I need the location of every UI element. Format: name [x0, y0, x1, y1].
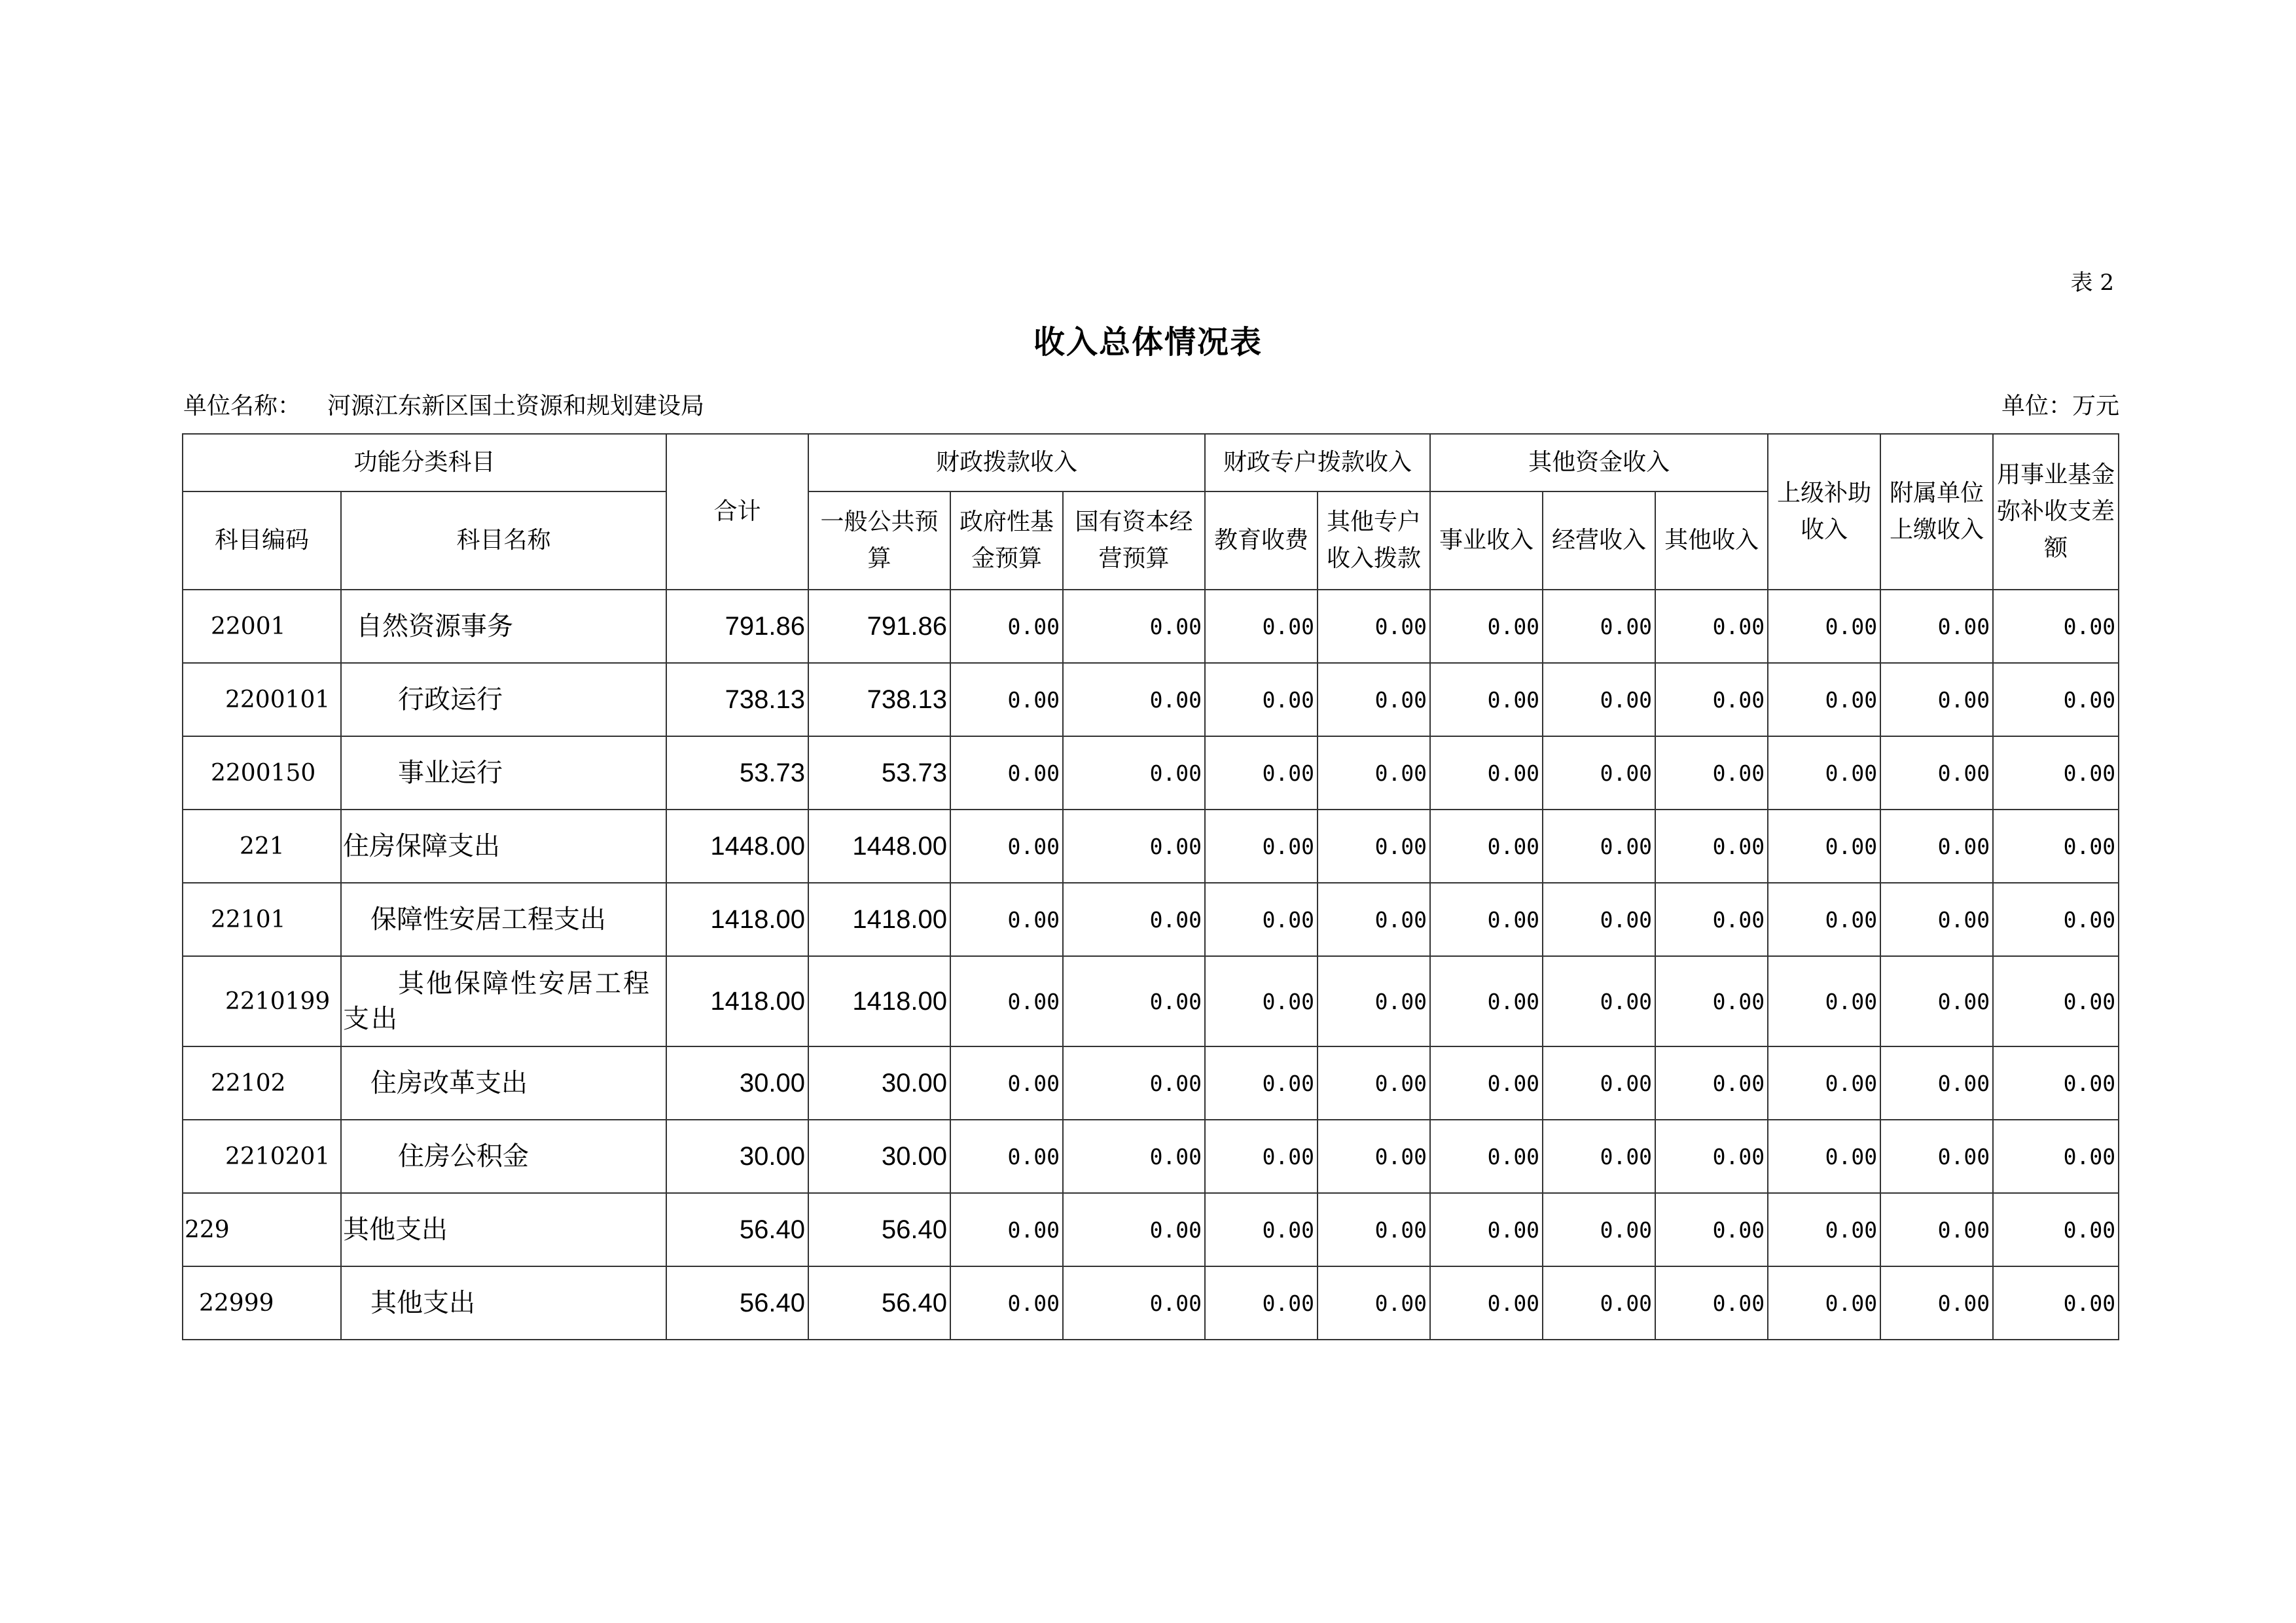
fund-offset-amount: 0.00 — [1993, 663, 2119, 736]
operating-income-amount: 0.00 — [1543, 736, 1655, 810]
operating-income-amount: 0.00 — [1543, 956, 1655, 1046]
table-row — [183, 810, 2119, 883]
table-row — [183, 1193, 2119, 1266]
unit-name-label: 单位名称： — [183, 393, 302, 419]
superior-subsidy-amount: 0.00 — [1768, 663, 1880, 736]
other-income-amount: 0.00 — [1655, 956, 1768, 1046]
subject-code: 229 — [183, 1193, 341, 1266]
header-business-income: 事业收入 — [1430, 491, 1543, 590]
state-capital-amount: 0.00 — [1063, 1266, 1205, 1340]
fund-offset-amount: 0.00 — [1993, 736, 2119, 810]
superior-subsidy-amount: 0.00 — [1768, 1046, 1880, 1120]
general-budget-amount: 738.13 — [808, 663, 950, 736]
fund-offset-amount: 0.00 — [1993, 810, 2119, 883]
header-fund-offset: 用事业基金弥补收支差额 — [1993, 434, 2119, 590]
header-total: 合计 — [666, 434, 808, 590]
total-amount: 30.00 — [666, 1120, 808, 1193]
subject-name: 住房改革支出 — [341, 1046, 666, 1120]
state-capital-amount: 0.00 — [1063, 590, 1205, 663]
other-income-amount: 0.00 — [1655, 810, 1768, 883]
subject-code: 22102 — [183, 1046, 341, 1120]
total-amount: 56.40 — [666, 1266, 808, 1340]
subject-code: 22101 — [183, 883, 341, 956]
subject-code: 2200150 — [183, 736, 341, 810]
total-amount: 1418.00 — [666, 883, 808, 956]
total-amount: 791.86 — [666, 590, 808, 663]
gov-fund-amount: 0.00 — [950, 590, 1063, 663]
other-income-amount: 0.00 — [1655, 1046, 1768, 1120]
header-fiscal-allocation: 财政拨款收入 — [808, 434, 1205, 491]
other-special-amount: 0.00 — [1318, 1120, 1430, 1193]
state-capital-amount: 0.00 — [1063, 736, 1205, 810]
superior-subsidy-amount: 0.00 — [1768, 736, 1880, 810]
state-capital-amount: 0.00 — [1063, 810, 1205, 883]
table-row — [183, 1266, 2119, 1340]
header-operating-income: 经营收入 — [1543, 491, 1655, 590]
header-superior-subsidy: 上级补助收入 — [1768, 434, 1880, 590]
gov-fund-amount: 0.00 — [950, 883, 1063, 956]
header-other-income: 其他收入 — [1655, 491, 1768, 590]
education-fee-amount: 0.00 — [1205, 883, 1318, 956]
operating-income-amount: 0.00 — [1543, 590, 1655, 663]
header-subject-name: 科目名称 — [341, 491, 666, 590]
unit-name-value: 河源江东新区国土资源和规划建设局 — [327, 393, 705, 419]
header-gov-fund-budget: 政府性基金预算 — [950, 491, 1063, 590]
other-special-amount: 0.00 — [1318, 956, 1430, 1046]
superior-subsidy-amount: 0.00 — [1768, 883, 1880, 956]
superior-subsidy-amount: 0.00 — [1768, 956, 1880, 1046]
total-amount: 738.13 — [666, 663, 808, 736]
state-capital-amount: 0.00 — [1063, 956, 1205, 1046]
subject-name: 自然资源事务 — [341, 590, 666, 663]
total-amount: 1418.00 — [666, 956, 808, 1046]
state-capital-amount: 0.00 — [1063, 1046, 1205, 1120]
total-amount: 56.40 — [666, 1193, 808, 1266]
general-budget-amount: 56.40 — [808, 1193, 950, 1266]
header-function-class: 功能分类科目 — [183, 434, 666, 491]
header-fiscal-special-account: 财政专户拨款收入 — [1205, 434, 1430, 491]
subject-name: 住房公积金 — [341, 1120, 666, 1193]
gov-fund-amount: 0.00 — [950, 1266, 1063, 1340]
operating-income-amount: 0.00 — [1543, 810, 1655, 883]
general-budget-amount: 56.40 — [808, 1266, 950, 1340]
gov-fund-amount: 0.00 — [950, 736, 1063, 810]
total-amount: 30.00 — [666, 1046, 808, 1120]
operating-income-amount: 0.00 — [1543, 1266, 1655, 1340]
fund-offset-amount: 0.00 — [1993, 1120, 2119, 1193]
affiliate-remittance-amount: 0.00 — [1880, 1046, 1993, 1120]
fund-offset-amount: 0.00 — [1993, 1046, 2119, 1120]
other-special-amount: 0.00 — [1318, 883, 1430, 956]
business-income-amount: 0.00 — [1430, 1046, 1543, 1120]
header-general-budget: 一般公共预算 — [808, 491, 950, 590]
other-income-amount: 0.00 — [1655, 1120, 1768, 1193]
operating-income-amount: 0.00 — [1543, 1120, 1655, 1193]
superior-subsidy-amount: 0.00 — [1768, 1120, 1880, 1193]
subject-name: 行政运行 — [341, 663, 666, 736]
subject-code: 2200101 — [183, 663, 341, 736]
subject-code: 22001 — [183, 590, 341, 663]
header-other-funds: 其他资金收入 — [1430, 434, 1768, 491]
fund-offset-amount: 0.00 — [1993, 590, 2119, 663]
subject-name: 保障性安居工程支出 — [341, 883, 666, 956]
gov-fund-amount: 0.00 — [950, 663, 1063, 736]
subject-name: 住房保障支出 — [341, 810, 666, 883]
table-row — [183, 590, 2119, 663]
general-budget-amount: 1448.00 — [808, 810, 950, 883]
education-fee-amount: 0.00 — [1205, 590, 1318, 663]
affiliate-remittance-amount: 0.00 — [1880, 956, 1993, 1046]
table-row — [183, 883, 2119, 956]
other-special-amount: 0.00 — [1318, 590, 1430, 663]
operating-income-amount: 0.00 — [1543, 663, 1655, 736]
affiliate-remittance-amount: 0.00 — [1880, 590, 1993, 663]
gov-fund-amount: 0.00 — [950, 810, 1063, 883]
header-education-fee: 教育收费 — [1205, 491, 1318, 590]
business-income-amount: 0.00 — [1430, 663, 1543, 736]
operating-income-amount: 0.00 — [1543, 883, 1655, 956]
other-income-amount: 0.00 — [1655, 1266, 1768, 1340]
business-income-amount: 0.00 — [1430, 810, 1543, 883]
gov-fund-amount: 0.00 — [950, 956, 1063, 1046]
subject-code: 2210201 — [183, 1120, 341, 1193]
subject-name: 其他支出 — [341, 1266, 666, 1340]
education-fee-amount: 0.00 — [1205, 956, 1318, 1046]
other-income-amount: 0.00 — [1655, 1193, 1768, 1266]
header-subject-code: 科目编码 — [183, 491, 341, 590]
other-income-amount: 0.00 — [1655, 883, 1768, 956]
education-fee-amount: 0.00 — [1205, 1046, 1318, 1120]
education-fee-amount: 0.00 — [1205, 1120, 1318, 1193]
state-capital-amount: 0.00 — [1063, 883, 1205, 956]
other-special-amount: 0.00 — [1318, 1266, 1430, 1340]
affiliate-remittance-amount: 0.00 — [1880, 1193, 1993, 1266]
business-income-amount: 0.00 — [1430, 590, 1543, 663]
business-income-amount: 0.00 — [1430, 736, 1543, 810]
subject-code: 221 — [183, 810, 341, 883]
other-special-amount: 0.00 — [1318, 810, 1430, 883]
table-row — [183, 1120, 2119, 1193]
state-capital-amount: 0.00 — [1063, 663, 1205, 736]
table-row — [183, 1046, 2119, 1120]
unit-name-line — [183, 387, 704, 421]
other-income-amount: 0.00 — [1655, 590, 1768, 663]
table-row — [183, 956, 2119, 1046]
affiliate-remittance-amount: 0.00 — [1880, 736, 1993, 810]
affiliate-remittance-amount: 0.00 — [1880, 883, 1993, 956]
header-state-capital-budget: 国有资本经营预算 — [1063, 491, 1205, 590]
table-row — [183, 736, 2119, 810]
income-summary-table — [182, 433, 2119, 1340]
total-amount: 53.73 — [666, 736, 808, 810]
operating-income-amount: 0.00 — [1543, 1046, 1655, 1120]
table-row — [183, 663, 2119, 736]
subject-name: 其他保障性安居工程支出 — [341, 956, 666, 1046]
superior-subsidy-amount: 0.00 — [1768, 810, 1880, 883]
superior-subsidy-amount: 0.00 — [1768, 590, 1880, 663]
other-income-amount: 0.00 — [1655, 736, 1768, 810]
gov-fund-amount: 0.00 — [950, 1046, 1063, 1120]
business-income-amount: 0.00 — [1430, 883, 1543, 956]
table-number-label: 表 2 — [2070, 270, 2114, 296]
operating-income-amount: 0.00 — [1543, 1193, 1655, 1266]
other-special-amount: 0.00 — [1318, 1193, 1430, 1266]
affiliate-remittance-amount: 0.00 — [1880, 1120, 1993, 1193]
education-fee-amount: 0.00 — [1205, 810, 1318, 883]
other-special-amount: 0.00 — [1318, 1046, 1430, 1120]
education-fee-amount: 0.00 — [1205, 1266, 1318, 1340]
header-affiliate-remittance: 附属单位上缴收入 — [1880, 434, 1993, 590]
gov-fund-amount: 0.00 — [950, 1120, 1063, 1193]
subject-code: 2210199 — [183, 956, 341, 1046]
affiliate-remittance-amount: 0.00 — [1880, 663, 1993, 736]
state-capital-amount: 0.00 — [1063, 1193, 1205, 1266]
fund-offset-amount: 0.00 — [1993, 883, 2119, 956]
business-income-amount: 0.00 — [1430, 1266, 1543, 1340]
superior-subsidy-amount: 0.00 — [1768, 1266, 1880, 1340]
education-fee-amount: 0.00 — [1205, 1193, 1318, 1266]
general-budget-amount: 791.86 — [808, 590, 950, 663]
subject-code: 22999 — [183, 1266, 341, 1340]
business-income-amount: 0.00 — [1430, 956, 1543, 1046]
header-other-special-income: 其他专户收入拨款 — [1318, 491, 1430, 590]
other-special-amount: 0.00 — [1318, 736, 1430, 810]
business-income-amount: 0.00 — [1430, 1193, 1543, 1266]
fund-offset-amount: 0.00 — [1993, 1193, 2119, 1266]
fund-offset-amount: 0.00 — [1993, 1266, 2119, 1340]
business-income-amount: 0.00 — [1430, 1120, 1543, 1193]
general-budget-amount: 30.00 — [808, 1046, 950, 1120]
currency-unit-label: 单位：万元 — [2001, 393, 2119, 419]
total-amount: 1448.00 — [666, 810, 808, 883]
gov-fund-amount: 0.00 — [950, 1193, 1063, 1266]
education-fee-amount: 0.00 — [1205, 663, 1318, 736]
other-income-amount: 0.00 — [1655, 663, 1768, 736]
general-budget-amount: 30.00 — [808, 1120, 950, 1193]
general-budget-amount: 1418.00 — [808, 956, 950, 1046]
education-fee-amount: 0.00 — [1205, 736, 1318, 810]
fund-offset-amount: 0.00 — [1993, 956, 2119, 1046]
general-budget-amount: 53.73 — [808, 736, 950, 810]
state-capital-amount: 0.00 — [1063, 1120, 1205, 1193]
page-title: 收入总体情况表 — [1033, 324, 1263, 361]
general-budget-amount: 1418.00 — [808, 883, 950, 956]
other-special-amount: 0.00 — [1318, 663, 1430, 736]
affiliate-remittance-amount: 0.00 — [1880, 810, 1993, 883]
affiliate-remittance-amount: 0.00 — [1880, 1266, 1993, 1340]
subject-name: 其他支出 — [341, 1193, 666, 1266]
subject-name: 事业运行 — [341, 736, 666, 810]
superior-subsidy-amount: 0.00 — [1768, 1193, 1880, 1266]
